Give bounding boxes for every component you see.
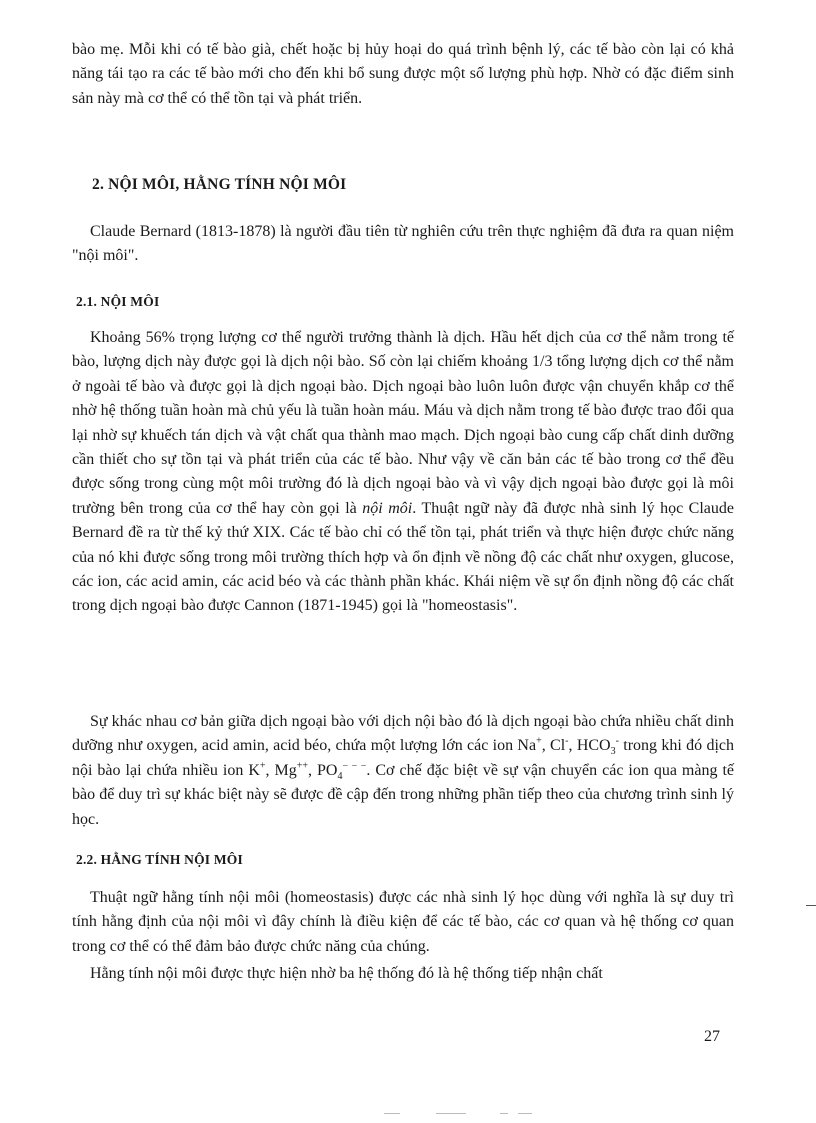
paragraph-homeostasis	[72, 886, 734, 959]
superscript: − − −	[342, 760, 367, 772]
paragraph-three-systems-text: Hằng tính nội môi được thực hiện nhờ ba hệ thống đó là hệ thống tiếp nhận chất	[90, 965, 603, 982]
page-number: 27	[704, 1028, 720, 1045]
text-part: , PO	[308, 761, 338, 779]
paragraph-noi-moi-text-1: Khoảng 56% trọng lượng cơ thể người trưởng thành là dịch. Hầu hết dịch của cơ thể nằm trong tế bào, lượng dịch này được gọi là dịch nội bào. Số còn lại chiếm khoảng 1/3 tổng lượng dịch cơ thể nằm ở ngoài tế bào và được gọi là dịch ngoại bào. Dịch ngoại bào luôn luôn được vận chuyển khắp cơ thể nhờ hệ thống tuần hoàn mà chủ yếu là tuần hoàn máu. Máu và dịch nằm trong tế bào được trao đổi qua lại nhờ sự khuếch tán dịch và vật chất qua thành mao mạch. Dịch ngoại bào cung cấp chất dinh dưỡng cần thiết cho sự tồn tại và phát triển của các tế bào. Như vậy về căn bản các tế bào trong cơ thể đều được sống trong cùng một môi trường đó là dịch ngoại bào và vì vậy dịch ngoại bào được gọi là môi trường bên trong của cơ thể hay còn gọi là	[72, 329, 734, 517]
superscript: -	[565, 736, 569, 748]
superscript: +	[259, 760, 266, 772]
paragraph-claude-bernard	[72, 220, 734, 269]
paragraph-homeostasis-text: Thuật ngữ hằng tính nội môi (homeostasis) được các nhà sinh lý học dùng với nghĩa là sự duy trì tính hằng định của nội môi vì đây chính là điều kiện để các tế bào, các cơ quan và hệ thống cơ quan trong cơ thể có thể đảm bảo được chức năng của chúng.	[72, 889, 734, 955]
margin-mark	[806, 905, 816, 906]
subscript: 3	[610, 746, 616, 758]
superscript: -	[615, 736, 619, 748]
paragraph-noi-moi	[72, 326, 734, 619]
text-part: , Mg	[265, 761, 297, 779]
scan-artifact	[500, 1113, 508, 1114]
paragraph-intro-text: bào mẹ. Mỗi khi có tế bào già, chết hoặc bị hủy hoại do quá trình bệnh lý, các tế bào còn lại có khả năng tái tạo ra các tế bào mới cho đến khi bổ sung được một số lượng phù hợp. Nhờ có đặc điểm sinh sản này mà cơ thể có thể tồn tại và phát triển.	[72, 41, 734, 107]
superscript: +	[536, 736, 542, 748]
subscript: 4	[337, 771, 343, 782]
paragraph-claude-bernard-text: Claude Bernard (1813-1878) là người đầu tiên từ nghiên cứu trên thực nghiệm đã đưa ra quan niệm "nội môi".	[72, 223, 734, 265]
scan-artifact	[436, 1113, 466, 1114]
text-part: trong khi đó dịch nội bào lại chứa nhiều ion K	[72, 737, 735, 779]
paragraph-noi-moi-text-2: . Thuật ngữ này đã được nhà sinh lý học Claude Bernard đề ra từ thế kỷ thứ XIX. Các tế bào chỉ có thể tồn tại, phát triển và thực hiện được chức năng của nó khi được sống trong môi trường thích hợp và ổn định về nồng độ các chất như oxygen, glucose, các ion, các acid amin, các acid béo và các thành phần khác. Khái niệm về sự ổn định nồng độ các chất trong dịch ngoại bào được Cannon (1871-1945) gọi là "homeostasis".	[72, 499, 735, 615]
superscript: ++	[296, 760, 309, 772]
term-noi-moi: nội môi	[362, 499, 413, 517]
paragraph-intro	[72, 38, 734, 111]
scan-artifact	[384, 1113, 400, 1114]
scan-artifact	[518, 1113, 532, 1114]
text-part: , Cl	[541, 737, 566, 755]
text-part: Sự khác nhau cơ bản giữa dịch ngoại bào với dịch nội bào đó là dịch ngoại bào chứa nhiều chất dinh dưỡng như oxygen, acid amin, acid béo, chứa một lượng lớn các ion Na	[72, 713, 734, 755]
section-heading-2: 2. NỘI MÔI, HẰNG TÍNH NỘI MÔI	[92, 176, 347, 193]
paragraph-ion-difference	[72, 710, 734, 832]
subsection-heading-2-2: 2.2. HẰNG TÍNH NỘI MÔI	[76, 852, 243, 867]
subsection-heading-2-1: 2.1. NỘI MÔI	[76, 294, 160, 309]
text-part: . Cơ chế đặc biệt về sự vận chuyển các ion qua màng tế bào để duy trì sự khác biệt này sẽ được đề cập đến trong những phần tiếp theo của chương trình sinh lý học.	[72, 761, 735, 828]
paragraph-three-systems	[72, 962, 734, 986]
text-part: , HCO	[568, 737, 611, 755]
